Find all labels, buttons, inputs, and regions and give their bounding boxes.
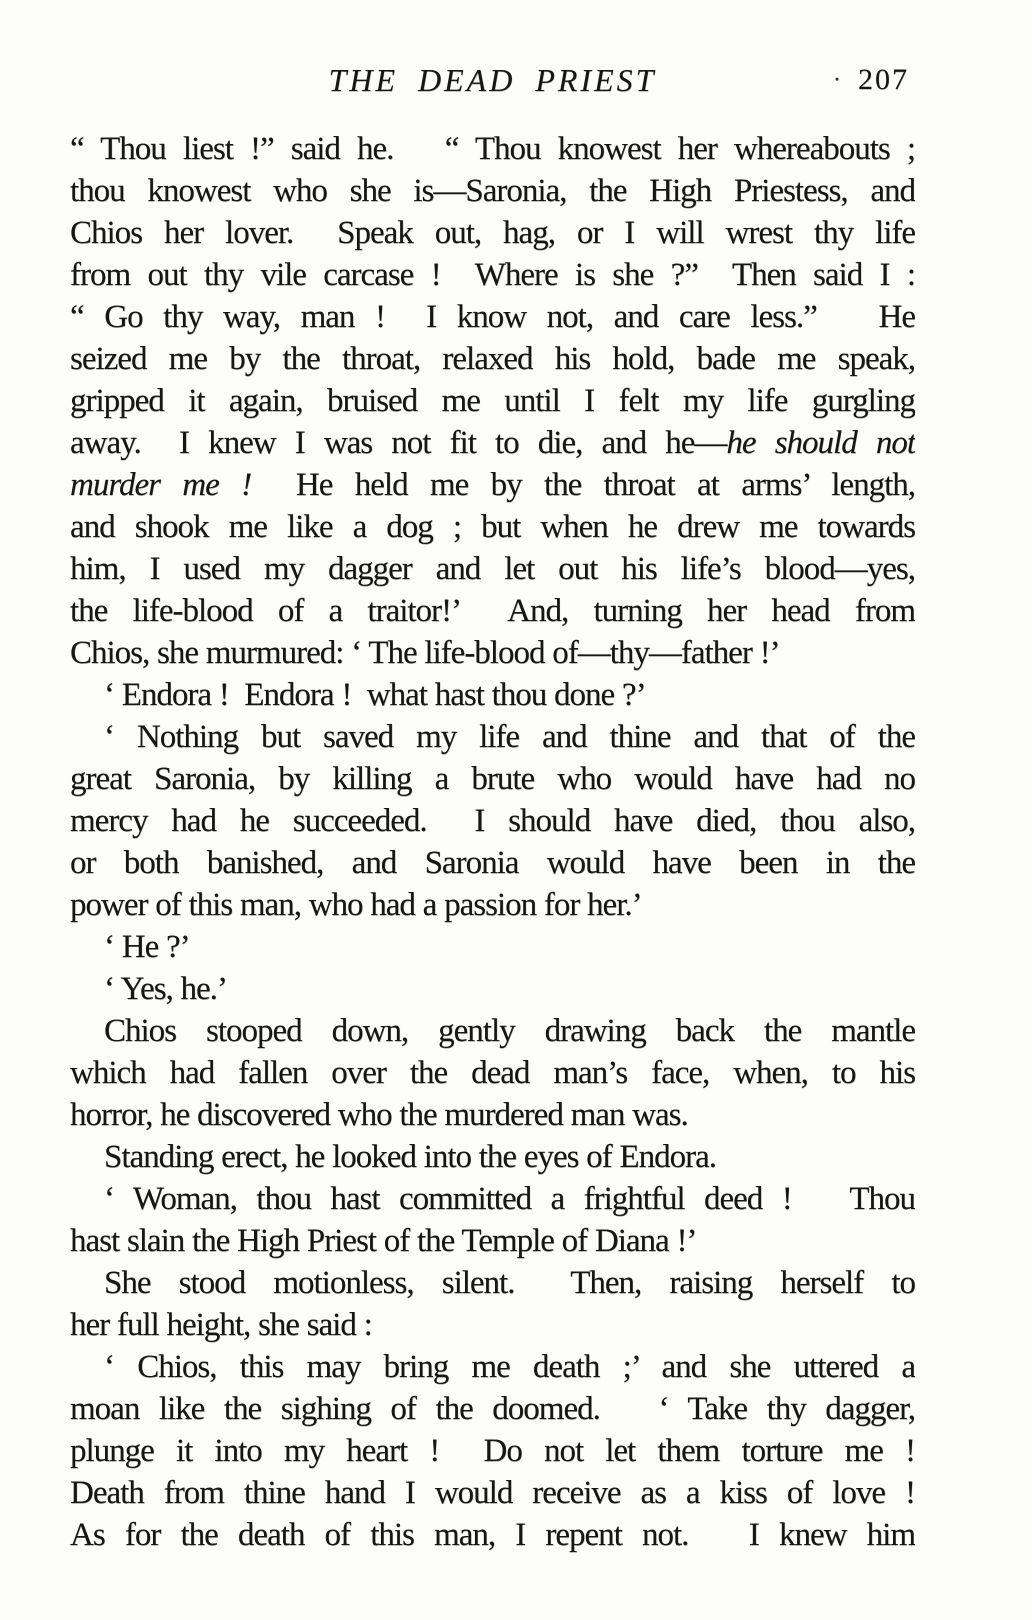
text-run: or both banished, and Saronia would have been in the — [70, 845, 915, 881]
text-line — [70, 632, 915, 674]
text-line — [70, 296, 915, 338]
text-run: great Saronia, by killing a brute who would have had no — [70, 761, 915, 797]
text-run: ‘ Yes, he.’ — [104, 971, 227, 1007]
text-line — [70, 1220, 915, 1262]
body-text — [70, 128, 915, 1556]
text-line — [70, 884, 915, 926]
text-line — [70, 548, 915, 590]
text-line — [70, 968, 915, 1010]
text-run: which had fallen over the dead man’s face, when, to his — [70, 1055, 915, 1091]
text-run: thou knowest who she is—Saronia, the High Priestess, and — [70, 173, 915, 209]
text-line — [70, 758, 915, 800]
text-run: Chios her lover. Speak out, hag, or I will wrest thy life — [70, 215, 915, 251]
ink-dot: · — [833, 67, 843, 93]
text-line — [70, 1472, 915, 1514]
text-line — [70, 464, 915, 506]
text-run: plunge it into my heart ! Do not let them torture me ! — [70, 1433, 915, 1469]
italic-text-run: he should not — [726, 425, 915, 461]
text-run: hast slain the High Priest of the Temple of Diana !’ — [70, 1223, 697, 1259]
text-line — [70, 842, 915, 884]
text-run: away. I knew I was not fit to die, and he— — [70, 425, 727, 461]
text-run: ‘ Woman, thou hast committed a frightful deed ! Thou — [104, 1181, 915, 1217]
running-head — [70, 58, 915, 102]
text-run: She stood motionless, silent. Then, raising herself to — [104, 1265, 915, 1301]
text-line — [70, 926, 915, 968]
text-line — [70, 1346, 915, 1388]
text-run: mercy had he succeeded. I should have died, thou also, — [70, 803, 915, 839]
text-run: “ Thou liest !” said he. “ Thou knowest her whereabouts ; — [70, 131, 915, 167]
text-line — [70, 1430, 915, 1472]
text-line — [70, 254, 915, 296]
text-line — [70, 674, 915, 716]
running-title: THE DEAD PRIEST — [328, 62, 657, 98]
text-run: ‘ Nothing but saved my life and thine and that of the — [104, 719, 915, 755]
text-line — [70, 380, 915, 422]
text-run: power of this man, who had a passion for her.’ — [70, 887, 642, 923]
text-line — [70, 1052, 915, 1094]
text-line — [70, 800, 915, 842]
text-line — [70, 1304, 915, 1346]
text-run: and shook me like a dog ; but when he drew me towards — [70, 509, 915, 545]
text-line — [70, 1388, 915, 1430]
text-run: “ Go thy way, man ! I know not, and care less.” He — [70, 299, 915, 335]
text-line — [70, 590, 915, 632]
page-number-group — [833, 58, 909, 102]
text-run: As for the death of this man, I repent not. I knew him — [70, 1517, 915, 1553]
text-run: moan like the sighing of the doomed. ‘ Take thy dagger, — [70, 1391, 915, 1427]
text-line — [70, 170, 915, 212]
text-run: Chios, she murmured: ‘ The life-blood of—thy—father !’ — [70, 635, 780, 671]
text-run: him, I used my dagger and let out his life’s blood—yes, — [70, 551, 915, 587]
text-line — [70, 1010, 915, 1052]
text-run: from out thy vile carcase ! Where is she ?” Then said I : — [70, 257, 915, 293]
text-line — [70, 338, 915, 380]
text-run: horror, he discovered who the murdered man was. — [70, 1097, 688, 1133]
text-line — [70, 1262, 915, 1304]
text-run: her full height, she said : — [70, 1307, 372, 1343]
text-run: seized me by the throat, relaxed his hold, bade me speak, — [70, 341, 915, 377]
text-line — [70, 128, 915, 170]
text-line — [70, 506, 915, 548]
text-line — [70, 422, 915, 464]
page-number: 207 — [858, 63, 909, 96]
text-run: gripped it again, bruised me until I felt my life gurgling — [70, 383, 915, 419]
text-line — [70, 1514, 915, 1556]
text-run: Standing erect, he looked into the eyes of Endora. — [104, 1139, 716, 1175]
text-run: ‘ Chios, this may bring me death ;’ and she uttered a — [104, 1349, 915, 1385]
text-run: the life-blood of a traitor!’ And, turning her head from — [70, 593, 915, 629]
text-run: ‘ Endora ! Endora ! what hast thou done ?’ — [104, 677, 646, 713]
text-line — [70, 1136, 915, 1178]
text-line — [70, 212, 915, 254]
text-run: ‘ He ?’ — [104, 929, 190, 965]
text-line — [70, 1178, 915, 1220]
text-run: Death from thine hand I would receive as a kiss of love ! — [70, 1475, 915, 1511]
text-line — [70, 716, 915, 758]
text-line — [70, 1094, 915, 1136]
italic-text-run: murder me ! — [70, 467, 252, 503]
text-run: Chios stooped down, gently drawing back the mantle — [104, 1013, 915, 1049]
text-run: He held me by the throat at arms’ length, — [251, 467, 915, 503]
